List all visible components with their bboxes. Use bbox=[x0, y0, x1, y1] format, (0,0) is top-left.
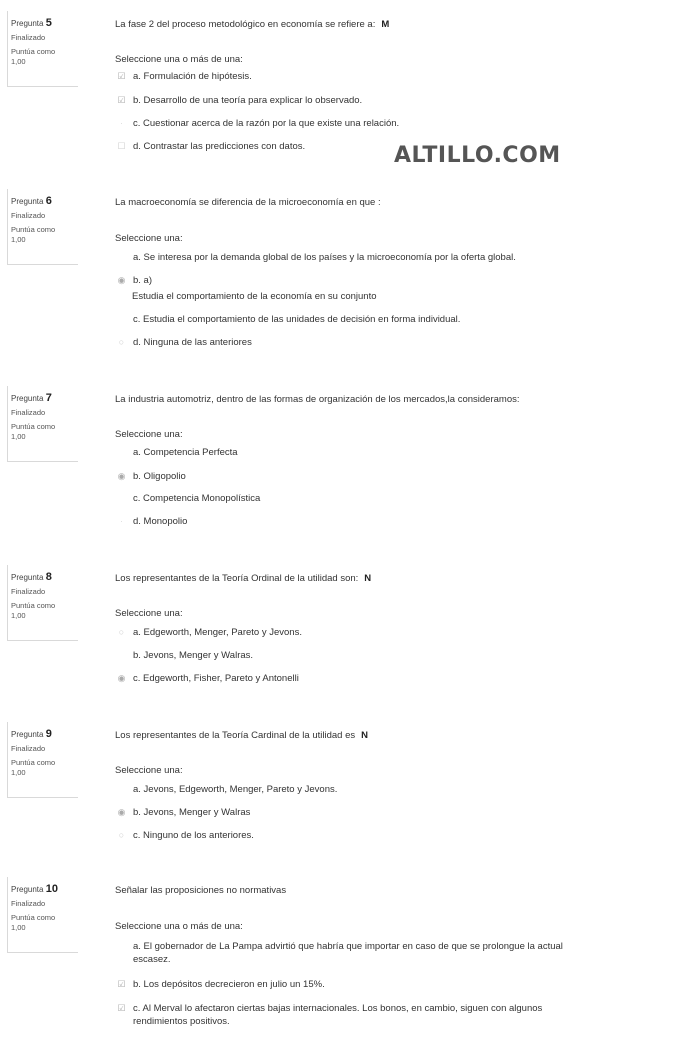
question-info bbox=[7, 189, 78, 265]
question-grade-value: 1,00 bbox=[11, 57, 26, 66]
option-c[interactable]: · c. Cuestionar acerca de la razón por la que existe una relación. bbox=[115, 117, 690, 130]
checkbox-checked-icon: ☑ bbox=[117, 71, 126, 81]
option-a[interactable]: a. Jevons, Edgeworth, Menger, Pareto y Jevons. bbox=[133, 784, 338, 795]
option-c[interactable]: ☑ c. Al Merval lo afectaron ciertas bajas internacionales. Los bonos, en cambio, siguen con algunos rendimientos positivos. bbox=[117, 1003, 543, 1027]
option-b-detail: Estudia el comportamiento de la economía en su conjunto bbox=[132, 291, 377, 302]
question-info bbox=[7, 565, 78, 641]
option-a[interactable]: a. El gobernador de La Pampa advirtió que habría que importar en caso de que se prolongue la actual escasez. bbox=[133, 941, 563, 965]
question-grade-value: 1,00 bbox=[11, 235, 26, 244]
checkbox-faint-icon: · bbox=[120, 118, 123, 128]
option-a[interactable]: ○ a. Edgeworth, Menger, Pareto y Jevons. bbox=[118, 627, 302, 638]
radio-faint-icon: · bbox=[120, 516, 123, 526]
checkbox-checked-icon: ☑ bbox=[117, 95, 126, 105]
question-grade-label: Puntúa como bbox=[11, 422, 56, 431]
answer-mark: N bbox=[364, 573, 372, 584]
question-text: Señalar las proposiciones no normativas bbox=[115, 885, 287, 896]
option-d[interactable]: ☐ d. Contrastar las predicciones con datos. bbox=[117, 141, 306, 152]
question-state: Finalizado bbox=[11, 408, 46, 417]
question-grade-label: Puntúa como bbox=[11, 758, 56, 767]
option-a[interactable]: ☑ a. Formulación de hipótesis. bbox=[117, 71, 252, 82]
question-state: Finalizado bbox=[11, 899, 46, 908]
question-state: Finalizado bbox=[11, 33, 46, 42]
question-state: Finalizado bbox=[11, 744, 46, 753]
answer-prompt: Seleccione una: bbox=[115, 608, 183, 619]
question-label: Pregunta 10 bbox=[11, 883, 58, 895]
question-grade-value: 1,00 bbox=[11, 611, 26, 620]
question-grade-value: 1,00 bbox=[11, 923, 26, 932]
question-grade-label: Puntúa como bbox=[11, 47, 56, 56]
answer-prompt: Seleccione una: bbox=[115, 429, 183, 440]
option-a[interactable]: a. Competencia Perfecta bbox=[133, 447, 238, 458]
option-b[interactable]: ☑ b. Los depósitos decrecieron en julio un 15%. bbox=[117, 979, 325, 990]
answer-prompt: Seleccione una o más de una: bbox=[115, 54, 243, 65]
question-grade-label: Puntúa como bbox=[11, 601, 56, 610]
option-c[interactable]: ○ c. Ninguno de los anteriores. bbox=[118, 830, 254, 841]
question-text: La macroeconomía se diferencia de la microeconomía en que : bbox=[115, 197, 381, 208]
radio-selected-icon: ◉ bbox=[117, 471, 126, 481]
answer-mark: N bbox=[361, 730, 368, 741]
radio-selected-icon: ◉ bbox=[117, 673, 126, 683]
question-label: Pregunta 9 bbox=[11, 728, 52, 740]
question-label: Pregunta 5 bbox=[11, 17, 52, 29]
question-label: Pregunta 8 bbox=[11, 571, 52, 583]
watermark: ALTILLO.COM bbox=[394, 143, 561, 168]
radio-selected-icon: ◉ bbox=[117, 275, 126, 285]
option-b[interactable]: ☑ b. Desarrollo de una teoría para explicar lo observado. bbox=[117, 95, 363, 106]
checkbox-checked-icon: ☑ bbox=[117, 1003, 126, 1013]
answer-prompt: Seleccione una: bbox=[115, 765, 183, 776]
question-text: La industria automotriz, dentro de las formas de organización de los mercados,la consideramos: bbox=[115, 394, 520, 405]
radio-icon: ○ bbox=[118, 337, 125, 347]
option-c[interactable]: c. Estudia el comportamiento de las unidades de decisión en forma individual. bbox=[133, 314, 461, 325]
radio-icon: ○ bbox=[118, 627, 125, 637]
question-label: Pregunta 6 bbox=[11, 195, 52, 207]
checkbox-unchecked-icon: ☐ bbox=[117, 141, 126, 151]
option-b[interactable]: b. Jevons, Menger y Walras. bbox=[133, 650, 254, 661]
question-grade-label: Puntúa como bbox=[11, 913, 56, 922]
checkbox-checked-icon: ☑ bbox=[117, 979, 126, 989]
option-d[interactable]: ○ d. Ninguna de las anteriores bbox=[118, 337, 252, 348]
question-text: La fase 2 del proceso metodológico en economía se refiere a: M bbox=[115, 19, 390, 30]
question-text: Los representantes de la Teoría Ordinal de la utilidad son: N bbox=[115, 573, 372, 584]
question-state: Finalizado bbox=[11, 211, 46, 220]
answer-prompt: Seleccione una o más de una: bbox=[115, 921, 243, 932]
option-d[interactable]: · d. Monopolio bbox=[115, 515, 690, 528]
question-info bbox=[7, 386, 78, 462]
question-info bbox=[7, 722, 78, 798]
question-info bbox=[7, 877, 78, 953]
radio-icon: ○ bbox=[118, 830, 125, 840]
option-b[interactable]: ◉ b. Jevons, Menger y Walras bbox=[117, 807, 251, 818]
answer-mark: M bbox=[381, 19, 390, 30]
question-grade-label: Puntúa como bbox=[11, 225, 56, 234]
option-b[interactable]: ◉ b. Oligopolio bbox=[117, 471, 186, 482]
question-grade-value: 1,00 bbox=[11, 432, 26, 441]
question-text: Los representantes de la Teoría Cardinal de la utilidad es N bbox=[115, 730, 368, 741]
question-grade-value: 1,00 bbox=[11, 768, 26, 777]
question-info bbox=[7, 11, 78, 87]
question-label: Pregunta 7 bbox=[11, 392, 52, 404]
option-b[interactable]: ◉ b. a) bbox=[117, 275, 153, 286]
option-c[interactable]: c. Competencia Monopolística bbox=[133, 493, 261, 504]
answer-prompt: Seleccione una: bbox=[115, 233, 183, 244]
option-a[interactable]: a. Se interesa por la demanda global de los países y la microeconomía por la oferta global. bbox=[133, 252, 516, 263]
radio-selected-icon: ◉ bbox=[117, 807, 126, 817]
question-state: Finalizado bbox=[11, 587, 46, 596]
option-c[interactable]: ◉ c. Edgeworth, Fisher, Pareto y Antonelli bbox=[117, 673, 299, 684]
